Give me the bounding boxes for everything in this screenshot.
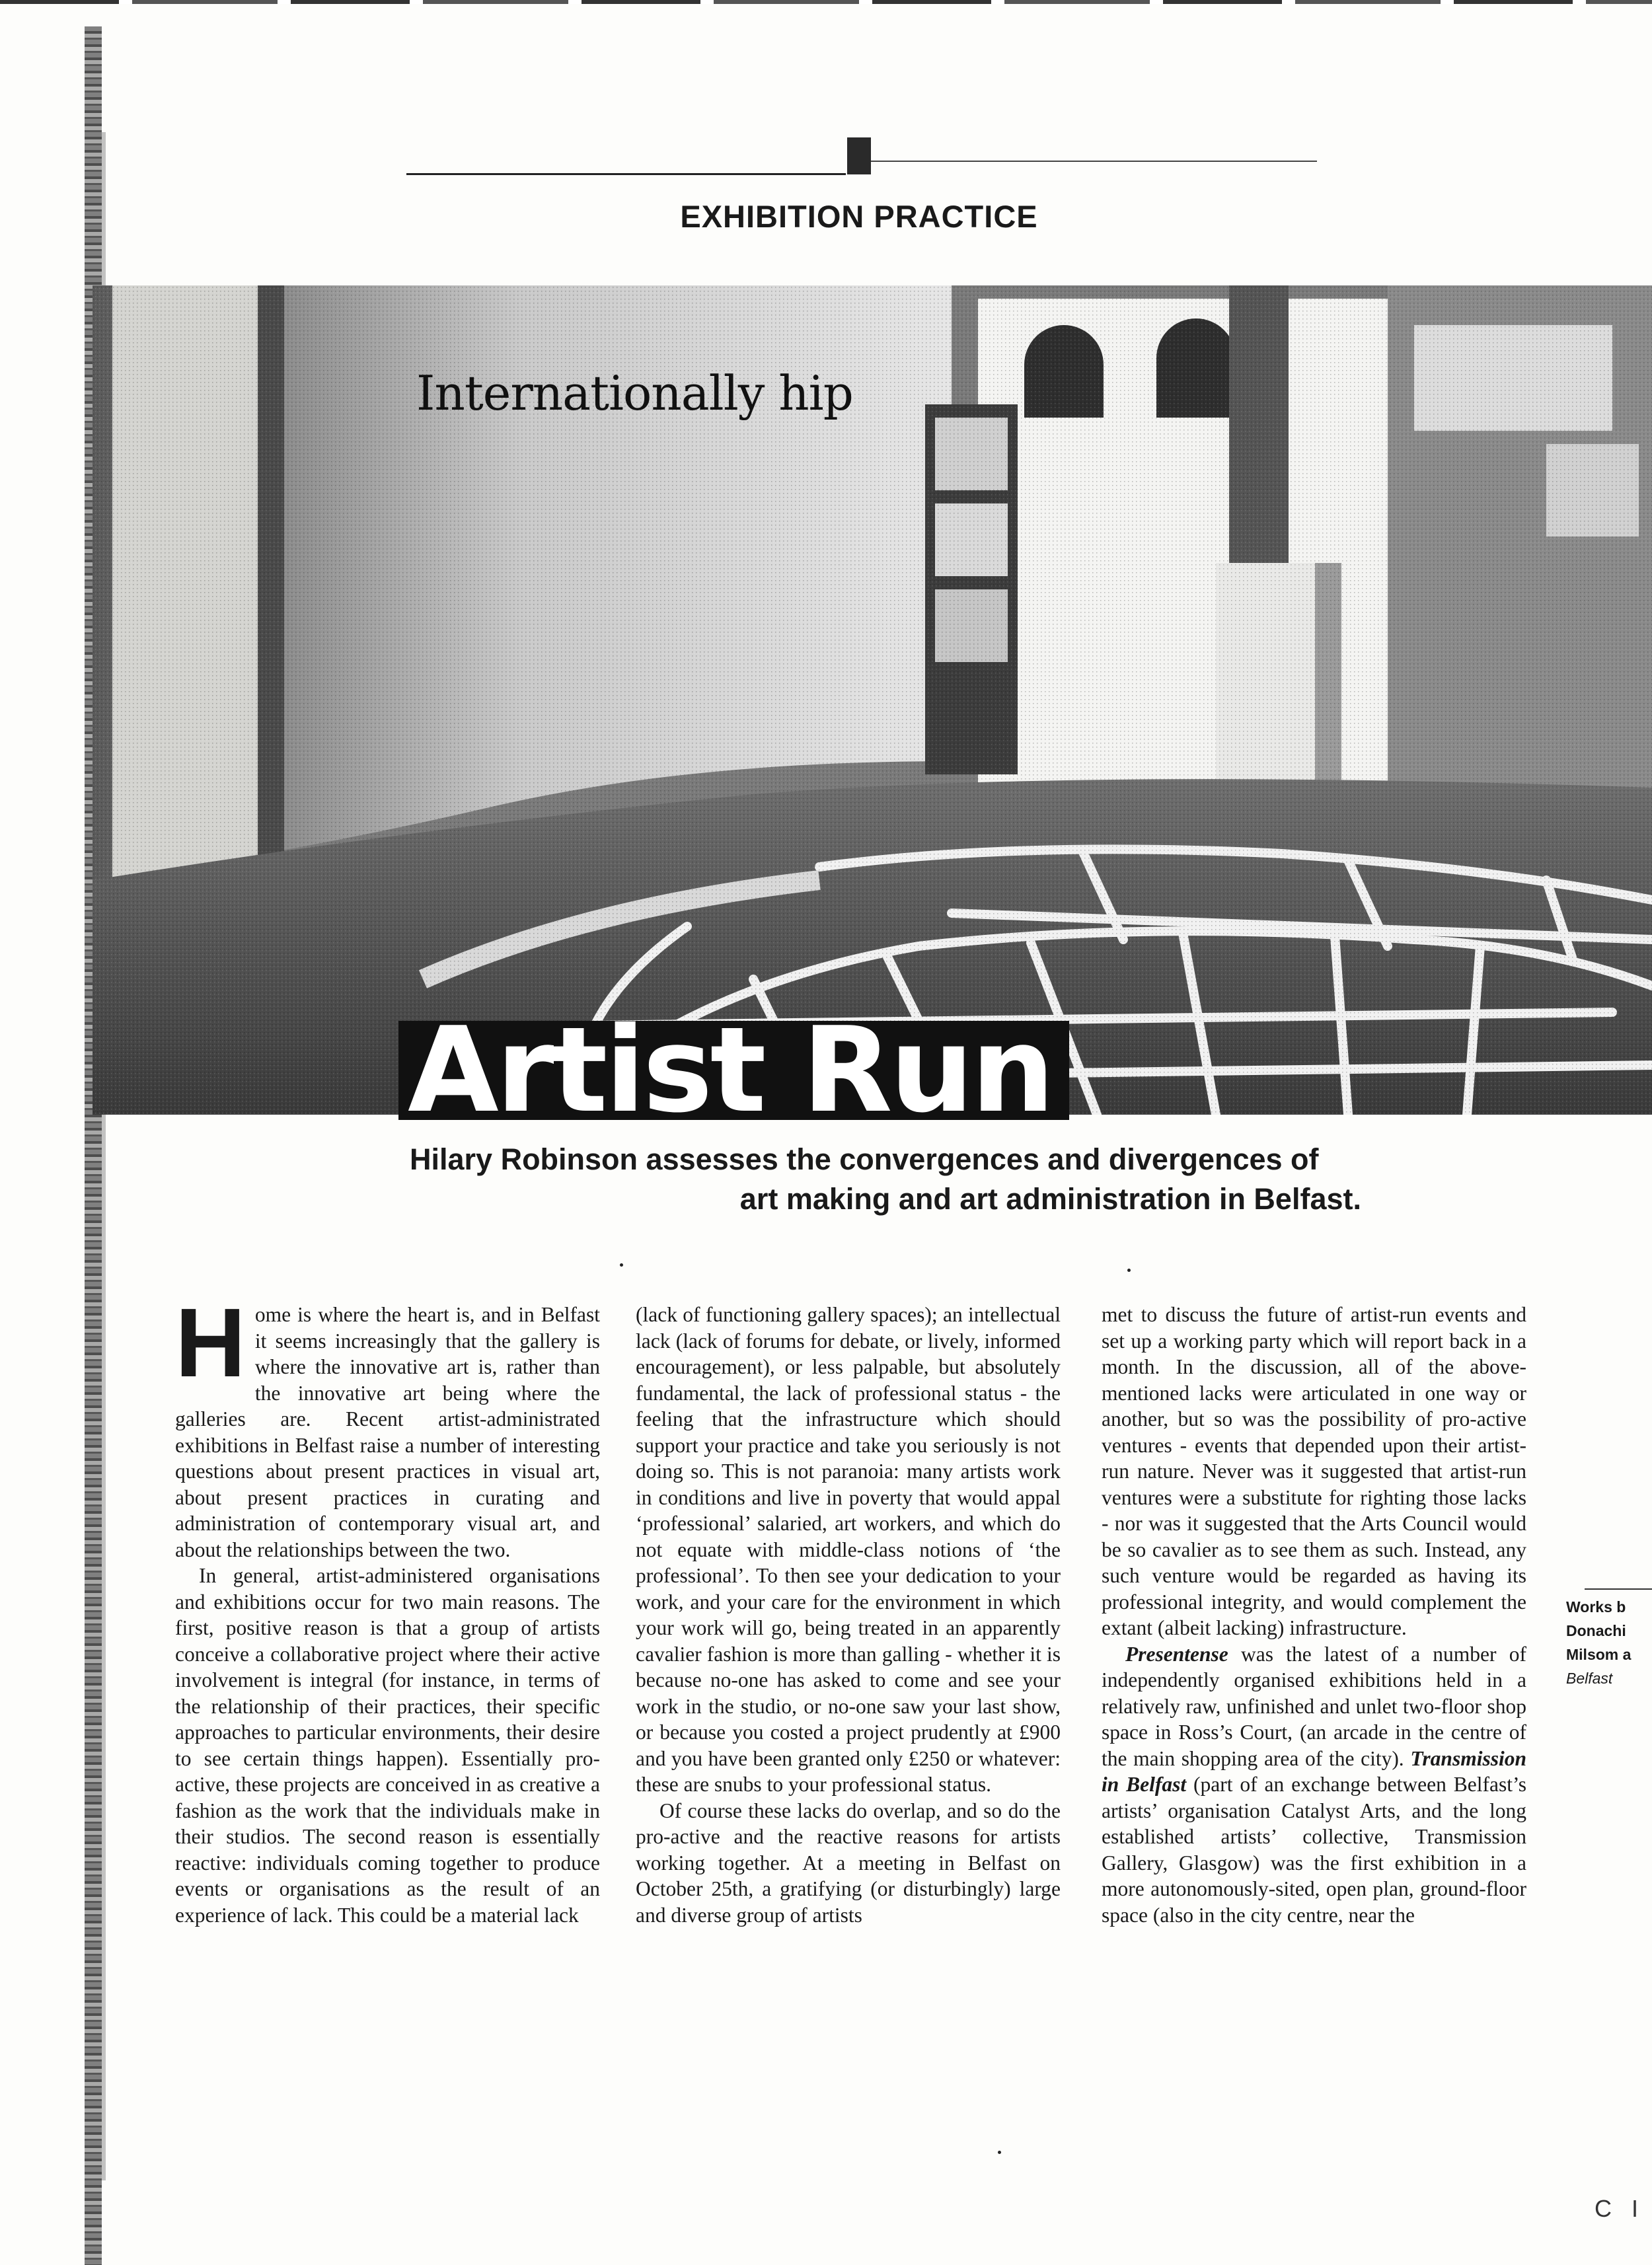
photo-caption: Internationally hip	[416, 365, 853, 421]
standfirst-line-2: art making and art administration in Belfast.	[739, 1182, 1361, 1216]
body-column-2	[636, 1302, 1061, 1928]
scan-speck	[998, 2151, 1001, 2154]
exhibition-title: Transmission in Belfast	[1102, 1746, 1526, 1796]
header-rule-block	[847, 137, 871, 174]
article-standfirst	[410, 1140, 1361, 1219]
scan-speck	[620, 1263, 623, 1267]
drop-cap: H	[175, 1288, 246, 1397]
body-column-3	[1102, 1302, 1526, 1928]
article-title: Artist Run	[398, 1021, 1069, 1120]
header-rule-left	[406, 173, 846, 175]
paragraph: Presentense was the latest of a number of independently organised exhibitions held in a relatively raw, unfinished and unlet two-floor shop space in Ross’s Court, (an arcade in the centre of the main shopping area of the city). Transmission in Belfast (part of an exchange between Belfast’s artists’ organisation Catalyst Arts, and the long established artists’ collective, Transmission Gallery, Glasgow) was the first exhibition in a more autonomously-sited, open plan, ground-floor space (also in the city centre, near the	[1102, 1642, 1526, 1927]
sidebar-caption-line: Milsom a	[1566, 1646, 1632, 1663]
paragraph: (lack of functioning gallery spaces); an intellectual lack (lack of forums for debate, or lively, informed encouragement), or less palpable, but absolutely fundamental, the lack of professional status - the feeling that the infrastructure which should support your practice and take you seriously is not doing so. This is not paranoia: many artists work in conditions and live in poverty that would appal ‘professional’ salaried, art workers, and which do not equate with middle-class notions of ‘the professional’. To then see your dedication to your work, and your care for the environment in which your work will go, being treated in an apparently cavalier fashion is more than galling - whether it is because no-one has asked to come and see your work in the studio, or no-one saw your last show, or because you costed a project prudently at £900 and you have been granted only £250 or whatever: these are snubs to your professional status.	[636, 1303, 1061, 1796]
paragraph: met to discuss the future of artist-run events and set up a working party which will report back in a month. In the discussion, all of the above-mentioned lacks were articulated in one way or another, but so was the possibility of pro-active ventures - events that depended upon their artist-run nature. Never was it suggested that artist-run ventures were a substitute for righting those lacks - nor was it suggested that the Arts Council would be so cavalier as to see them as such. Instead, any such venture would be regarded as having its professional integrity, and would complement the extant (albeit lacking) infrastructure.	[1102, 1303, 1526, 1639]
standfirst-line-1: Hilary Robinson assesses the convergences and divergences of	[410, 1142, 1319, 1176]
page-folio: C I	[1595, 2195, 1645, 2222]
sidebar-caption-rule	[1585, 1588, 1652, 1590]
sidebar-caption-line: Works b	[1566, 1598, 1626, 1615]
paragraph: In general, artist-administered organisations and exhibitions occur for two main reasons. The first, positive reason is that a group of artists conceive a collaborative project where their active involvement is integral (for instance, in terms of the relationship of their practices, their specific approaches to particular environments, their desire to see certain things happen). Essentially pro-active, these projects are conceived in as creative a fashion as the work that the individuals make in their studios. The second reason is essentially reactive: individuals coming together to produce events or organisations as the result of an experience of lack. This could be a material lack	[175, 1564, 600, 1927]
gallery-photo	[93, 285, 1652, 1115]
sidebar-caption-line: Donachi	[1566, 1622, 1626, 1639]
body-column-1	[175, 1288, 600, 1928]
sidebar-caption	[1566, 1595, 1652, 1690]
scan-speck	[1127, 1269, 1131, 1272]
exhibition-title: Presentense	[1125, 1642, 1228, 1666]
sidebar-caption-line: Belfast	[1566, 1670, 1613, 1687]
section-kicker: EXHIBITION PRACTICE	[680, 199, 1038, 234]
header-rule-right	[871, 161, 1317, 162]
scan-edge-top	[0, 0, 1652, 4]
paragraph: Of course these lacks do overlap, and so do the pro-active and the reactive reasons for artists working together. At a meeting in Belfast on October 25th, a gratifying (or disturbingly) large and diverse group of artists	[636, 1799, 1061, 1927]
paragraph: Home is where the heart is, and in Belfast it seems increasingly that the gallery is where the innovative art is, rather than the innovative art being where the galleries are. Recent artist-administrated exhibitions in Belfast raise a number of interesting questions about present practices in visual art, about present practices in curating and administration of contemporary visual art, and about the relationships between the two.	[175, 1288, 600, 1561]
